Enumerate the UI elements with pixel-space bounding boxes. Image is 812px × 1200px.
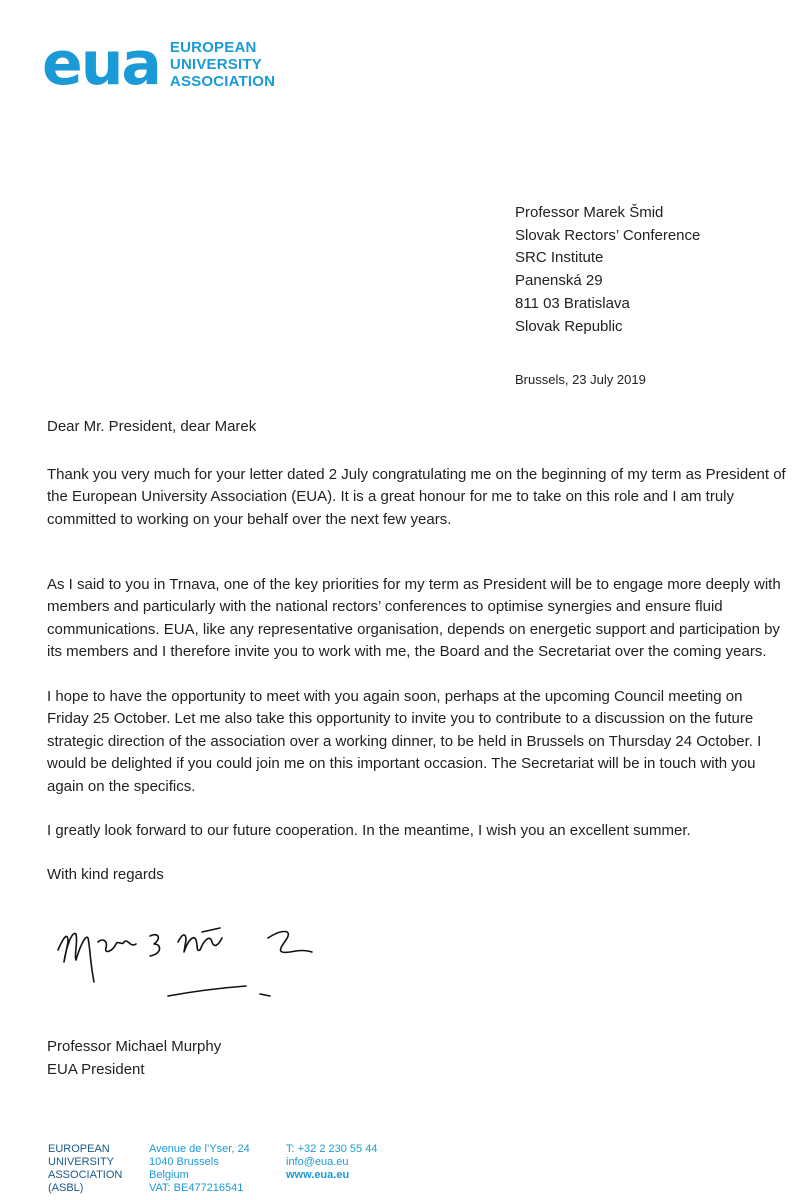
footer-org-line: (ASBL) bbox=[48, 1182, 84, 1194]
logo-mark: eua bbox=[42, 29, 160, 99]
body-paragraph: I greatly look forward to our future cooperation. In the meantime, I wish you an excellent summer. bbox=[47, 822, 691, 839]
recipient-country: Slovak Republic bbox=[515, 317, 623, 335]
eua-logo bbox=[42, 29, 276, 99]
closing: With kind regards bbox=[47, 866, 164, 883]
footer-org-line: EUROPEAN bbox=[48, 1143, 110, 1155]
salutation: Dear Mr. President, dear Marek bbox=[47, 418, 257, 435]
signer-name: Professor Michael Murphy bbox=[47, 1038, 222, 1055]
footer bbox=[48, 1143, 377, 1195]
footer-contact bbox=[286, 1143, 377, 1195]
recipient-address bbox=[515, 202, 700, 338]
body-paragraph: As I said to you in Trnava, one of the key priorities for my term as President will be to engage more deeply with members and particularly with the national rectors’ conferences to optimise synergies and ensure fluid communications. EUA, like any representative organisation, depends on energetic support and participation by its members and I therefore invite you to work with me, the Board and the Secretariat over the coming years. bbox=[47, 576, 781, 661]
handwritten-signature bbox=[50, 912, 340, 1009]
logo-line-1: EUROPEAN bbox=[169, 38, 257, 56]
footer-website-link[interactable]: www.eua.eu bbox=[286, 1169, 350, 1181]
letter-date: Brussels, 23 July 2019 bbox=[515, 372, 646, 387]
recipient-org: Slovak Rectors’ Conference bbox=[515, 226, 701, 244]
footer-address-line: 1040 Brussels bbox=[149, 1156, 219, 1168]
footer-address-line: Belgium bbox=[149, 1169, 189, 1181]
logo-line-3: ASSOCIATION bbox=[169, 72, 276, 90]
recipient-city: 811 03 Bratislava bbox=[515, 294, 630, 312]
recipient-institute: SRC Institute bbox=[515, 249, 604, 267]
recipient-street: Panenská 29 bbox=[515, 272, 603, 290]
body-paragraph: I hope to have the opportunity to meet with you again soon, perhaps at the upcoming Council meeting on Friday 25 October. Let me also take this opportunity to invite you to contribute to a discussion on the future strategic direction of the association over a working dinner, to be held in Brussels on Thursday 24 October. I would be delighted if you could join me on this important occasion. The Secretariat will be in touch with you again on the specifics. bbox=[47, 688, 762, 795]
logo-text bbox=[170, 39, 275, 90]
footer-phone: T: +32 2 230 55 44 bbox=[286, 1143, 378, 1155]
footer-address-line: Avenue de l’Yser, 24 bbox=[149, 1143, 250, 1155]
signer-title: EUA President bbox=[47, 1060, 145, 1078]
footer-org-line: ASSOCIATION bbox=[48, 1169, 123, 1181]
signer-block bbox=[47, 1036, 221, 1081]
logo-line-2: UNIVERSITY bbox=[169, 55, 262, 73]
footer-address-line: VAT: BE477216541 bbox=[149, 1182, 244, 1194]
footer-email-link[interactable]: info@eua.eu bbox=[286, 1156, 349, 1168]
footer-org-line: UNIVERSITY bbox=[48, 1156, 115, 1168]
body-paragraph: Thank you very much for your letter dated 2 July congratulating me on the beginning of my term as President of the European University Association (EUA). It is a great honour for me to take on this role and I am truly committed to working on your behalf over the next few years. bbox=[47, 466, 786, 528]
recipient-name: Professor Marek Šmid bbox=[515, 204, 664, 221]
footer-org bbox=[48, 1143, 149, 1195]
footer-address bbox=[149, 1143, 286, 1195]
